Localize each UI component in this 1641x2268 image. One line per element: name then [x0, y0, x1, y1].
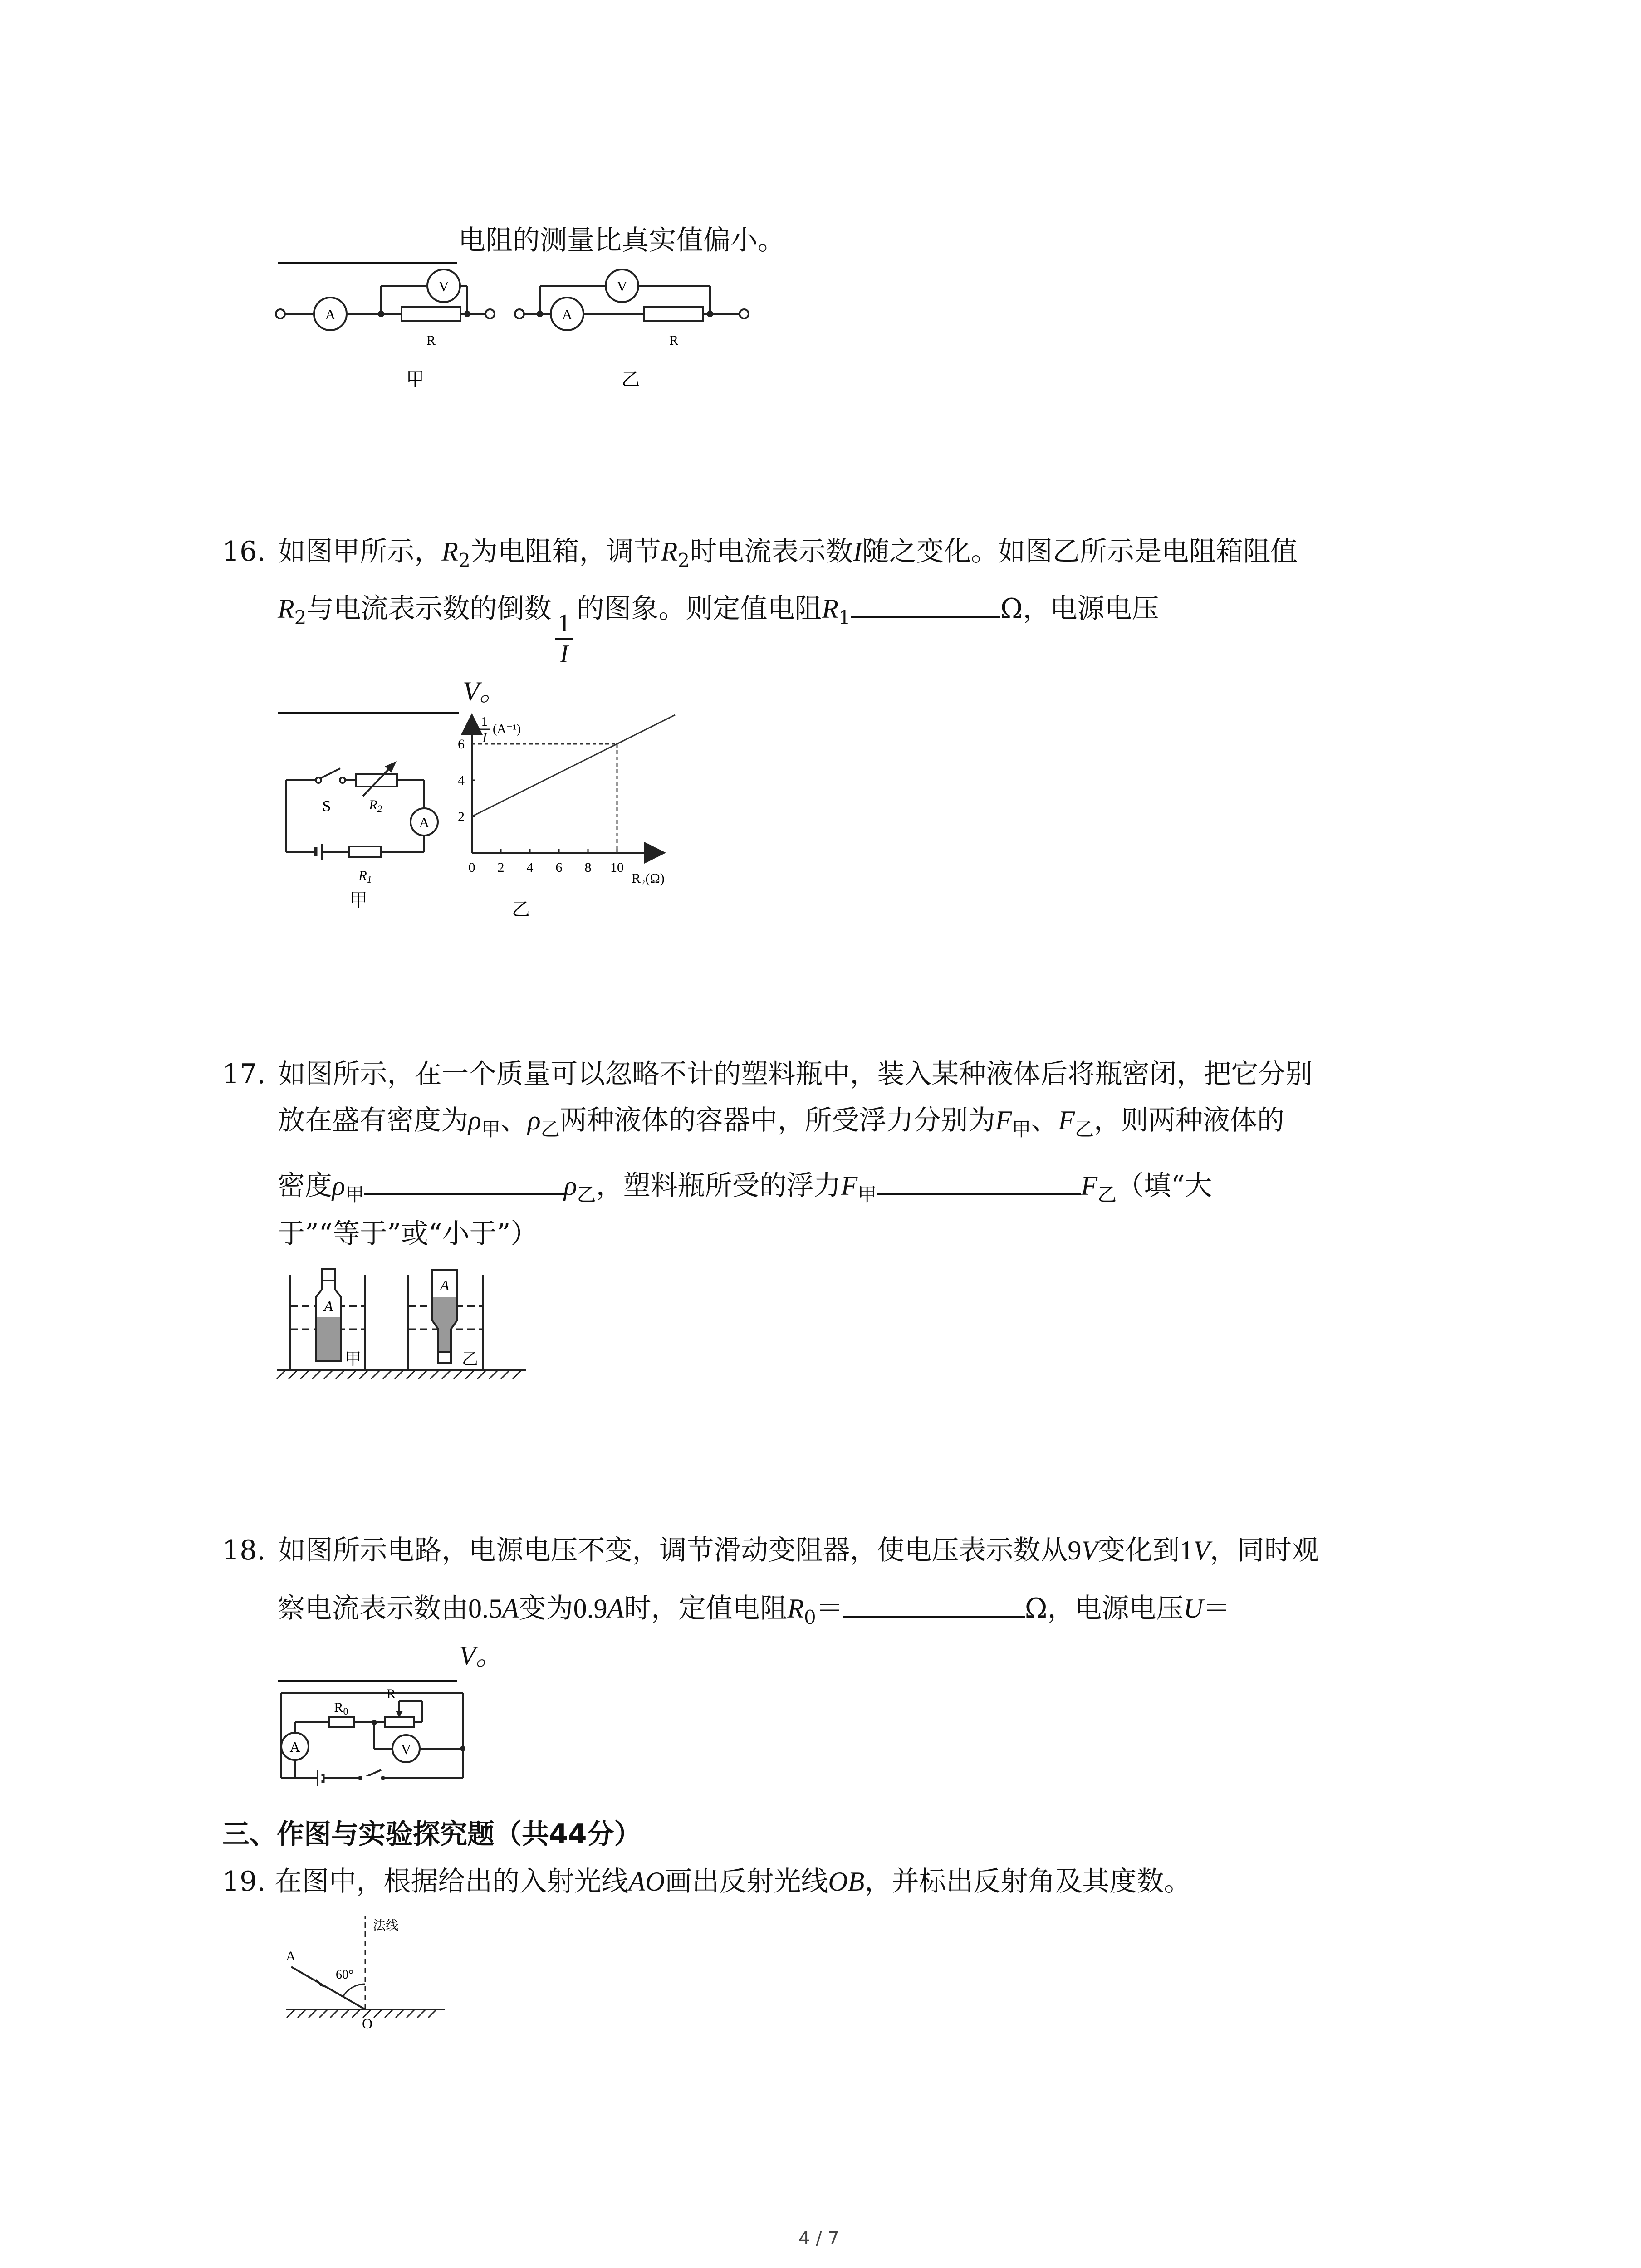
q18-voltmeter-label: V [401, 1741, 411, 1757]
ground-hatch [489, 1370, 498, 1379]
ground-hatch [341, 2009, 349, 2018]
q16-circuit-figure [272, 753, 454, 916]
y-tick-label: 2 [458, 809, 465, 824]
ground-hatch [371, 1370, 380, 1379]
y-axis-label-unit: (A⁻¹) [493, 722, 521, 736]
normal-label: 法线 [373, 1918, 399, 1933]
resistor-label-yi: R [669, 333, 679, 348]
ground-hatch [385, 2009, 393, 2018]
bottle-label-a-yi: A [440, 1277, 449, 1293]
ground-hatch [428, 2009, 436, 2018]
q18-line1: 18. 如图所示电路，电源电压不变，调节滑动变阻器，使电压表示数从9V变化到1V，同时观 [222, 1535, 1319, 1566]
q16-blank-r1[interactable] [851, 589, 1000, 618]
x-tick-label: 6 [555, 860, 563, 875]
q16-blank-voltage[interactable] [278, 685, 459, 714]
ground-hatch [395, 1370, 404, 1379]
ground-hatch [417, 2009, 426, 2018]
q18-line2: 察电流表示数由0.5A变为0.9A时，定值电阻$R_0= \Omega$，电源电压U＝ [278, 1589, 1230, 1627]
q19-reflection-figure [272, 1910, 463, 2046]
q16-line1: 16. 如图甲所示，$R_2$为电阻箱，调节$R_2$时电流表示数I随之变化。如图乙所示是电阻箱阻值 [222, 536, 1298, 572]
r-slider-resistor [385, 1717, 414, 1727]
q16-voltage-unit: V。 [463, 676, 507, 706]
bottle-jia [316, 1269, 341, 1361]
r0-resistor [329, 1717, 354, 1727]
ground-hatch [312, 1370, 321, 1379]
ground-hatch [287, 2009, 295, 2018]
resistor-label-jia: R [426, 333, 436, 348]
y-axis-label-den: I [482, 730, 487, 745]
ground-hatch [374, 2009, 382, 2018]
q15-answer-blank[interactable] [278, 235, 457, 264]
resistor-yi [644, 307, 703, 321]
ground-hatch [513, 1370, 522, 1379]
ground-hatch [300, 1370, 309, 1379]
y-tick-label: 4 [458, 773, 465, 788]
reciprocal-fraction: $\frac{1}{I}$ [555, 611, 573, 667]
q17-line3: 密度$\rho_甲$ $\rho_乙$，塑料瓶所受的浮力$F_甲$ $F_乙$（填“大 [278, 1166, 1212, 1204]
ground-hatch [418, 1370, 427, 1379]
circuit-jia [276, 269, 495, 330]
ground-hatch [383, 1370, 392, 1379]
ground-hatch [501, 1370, 510, 1379]
x-axis-label: R₂(Ω) [632, 871, 665, 886]
q15-circuits-figure [272, 263, 771, 399]
ground-hatch [319, 2009, 328, 2018]
ground-hatch [352, 2009, 360, 2018]
q18-blank-r0[interactable] [843, 1589, 1025, 1618]
container-label-yi: 乙 [461, 1350, 479, 1369]
ground-hatch [407, 2009, 415, 2018]
ground-hatch [324, 1370, 333, 1379]
ground-hatch [407, 1370, 416, 1379]
r1-label: $R_1$ [358, 868, 372, 885]
ground-hatch [289, 1370, 298, 1379]
q18-ammeter-label: A [289, 1739, 300, 1755]
q17-blank-buoyancy[interactable] [877, 1166, 1081, 1195]
q19-number: 19. [222, 1866, 266, 1897]
q17-figure [272, 1261, 554, 1397]
ground-hatch [454, 1370, 463, 1379]
r2-resistor [356, 774, 397, 787]
voltmeter-label-yi: V [617, 278, 627, 294]
ground-hatch [442, 1370, 451, 1379]
switch-label: S [322, 798, 331, 815]
x-tick-label: 0 [468, 860, 475, 875]
ground-hatch [330, 2009, 338, 2018]
angle-label: 60° [336, 1968, 354, 1982]
page-number: 4 / 7 [798, 2228, 839, 2249]
x-tick-label: 8 [584, 860, 592, 875]
x-tick-label: 10 [610, 860, 624, 875]
x-tick-label: 2 [497, 860, 505, 875]
y-tick-label: 6 [458, 737, 465, 752]
ground-hatch [348, 1370, 357, 1379]
q17-line1: 17. 如图所示，在一个质量可以忽略不计的塑料瓶中，装入某种液体后将瓶密闭，把它分别 [222, 1058, 1313, 1090]
caption-yi: 乙 [622, 369, 640, 390]
r-label: R [386, 1686, 396, 1701]
r0-label: $R_0$ [334, 1700, 348, 1717]
ground-hatch [396, 2009, 404, 2018]
r2-label: $R_2$ [369, 797, 382, 814]
point-a-label: A [286, 1949, 296, 1964]
q18-voltage-unit: V。 [459, 1641, 503, 1671]
q15-tail-text: 电阻的测量比真实值偏小。 [458, 225, 785, 256]
ground-hatch [277, 1370, 286, 1379]
ammeter-label: A [419, 814, 430, 831]
q18-circuit-figure [272, 1674, 472, 1796]
ground-hatch [336, 1370, 345, 1379]
incident-ray [291, 1967, 365, 2009]
voltmeter-label-jia: V [438, 278, 449, 294]
y-axis-label-num: 1 [481, 714, 488, 729]
point-o-label: O [362, 2015, 373, 2032]
ground-hatch [430, 1370, 439, 1379]
section-3-heading: 三、作图与实验探究题（共44分） [222, 1818, 642, 1850]
q17-line2: 放在盛有密度为$\rho_甲$、$\rho_乙$两种液体的容器中，所受浮力分别为$F_甲$、$F_乙$，则两种液体的 [278, 1105, 1284, 1140]
resistor-jia [402, 307, 460, 321]
q16-graph [436, 708, 717, 930]
q17-blank-density[interactable] [364, 1166, 564, 1195]
q18-number: 18. [222, 1535, 266, 1566]
q16-number: 16. [222, 536, 266, 567]
bottle-label-a-jia: A [324, 1298, 333, 1314]
ground-hatch [477, 1370, 486, 1379]
ammeter-label-jia: A [325, 306, 336, 323]
r1-resistor [349, 846, 381, 857]
chart-caption-yi: 乙 [512, 899, 530, 920]
ground-hatch [465, 1370, 475, 1379]
ground-hatch [309, 2009, 317, 2018]
q19-text: 19. 在图中，根据给出的入射光线AO画出反射光线OB，并标出反射角及其度数。 [222, 1866, 1191, 1897]
ground-hatch [359, 1370, 368, 1379]
circuit-yi [515, 269, 749, 330]
ground-hatch [298, 2009, 306, 2018]
q17-number: 17. [222, 1058, 266, 1090]
caption-jia: 甲 [406, 369, 424, 390]
container-label-jia: 甲 [344, 1350, 362, 1369]
circuit-caption-jia: 甲 [349, 890, 367, 911]
q16-line2: $R_2$与电流表示数的倒数 $\frac{1}{I}$ 的图象。则定值电阻$R_1$ Ω，电源电压 [278, 589, 1159, 667]
q17-line4: 于”“等于”或“小于”） [278, 1218, 538, 1250]
ammeter-label-yi: A [562, 306, 573, 323]
x-tick-label: 4 [526, 860, 534, 875]
